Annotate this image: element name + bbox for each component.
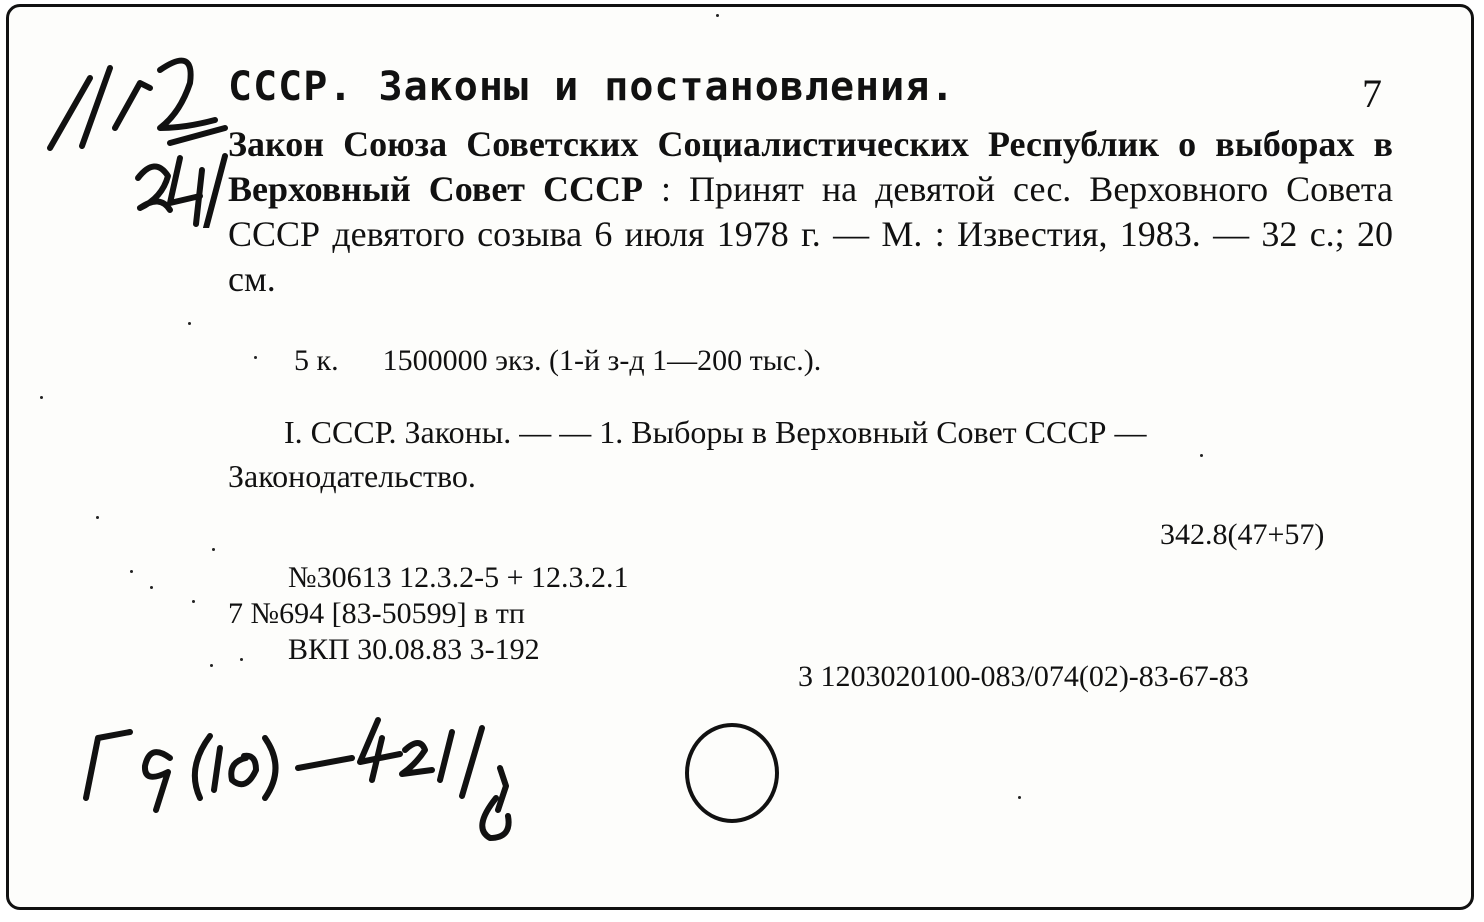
- handwritten-call-number-top: [20, 28, 250, 228]
- speck: [150, 586, 153, 589]
- title-main: Закон Союза Советских Социалистических Республик о выборах в Верховный Совет СССР: [228, 124, 1393, 209]
- card-hole-circle: [680, 718, 784, 830]
- card-heading: СССР. Законы и постановления.: [228, 64, 956, 110]
- title-rest: : Принят на девятой сес. Верховного Совета СССР девятого созыва 6 июля 1978 г. — М. : Известия, 1983. — 32 с.; 20 см.: [228, 169, 1394, 299]
- speck: [130, 570, 133, 573]
- price: 5 к.: [294, 344, 339, 377]
- print-run: 1500000 экз. (1-й з-д 1—200 тыс.).: [382, 344, 822, 377]
- speck: [96, 516, 99, 519]
- classification-number: 342.8(47+57): [1160, 518, 1325, 551]
- handwritten-call-number-bottom: [60, 698, 540, 858]
- subject-tracing: I. СССР. Законы. — — 1. Выборы в Верховный Совет СССР — Законодательство.: [228, 414, 1147, 494]
- price-line: [294, 344, 821, 378]
- speck: [212, 548, 215, 551]
- order-line-1: №30613 12.3.2-5 + 12.3.2.1: [288, 561, 629, 594]
- speck: [1018, 796, 1021, 799]
- isbn-code: 3 1203020100-083/074(02)-83-67-83: [798, 660, 1249, 693]
- page-number: 7: [1362, 71, 1382, 116]
- bibliographic-description: [228, 122, 1393, 302]
- speck: [240, 658, 243, 661]
- speck: [254, 356, 257, 359]
- order-line-3: ВКП 30.08.83 3-192: [288, 633, 540, 666]
- speck: [210, 664, 213, 667]
- speck: [40, 396, 43, 399]
- speck: [192, 600, 195, 603]
- speck: [716, 14, 719, 17]
- speck: [1200, 454, 1203, 457]
- order-line-2: 7 №694 [83-50599] в тп: [228, 597, 525, 630]
- speck: [188, 322, 191, 325]
